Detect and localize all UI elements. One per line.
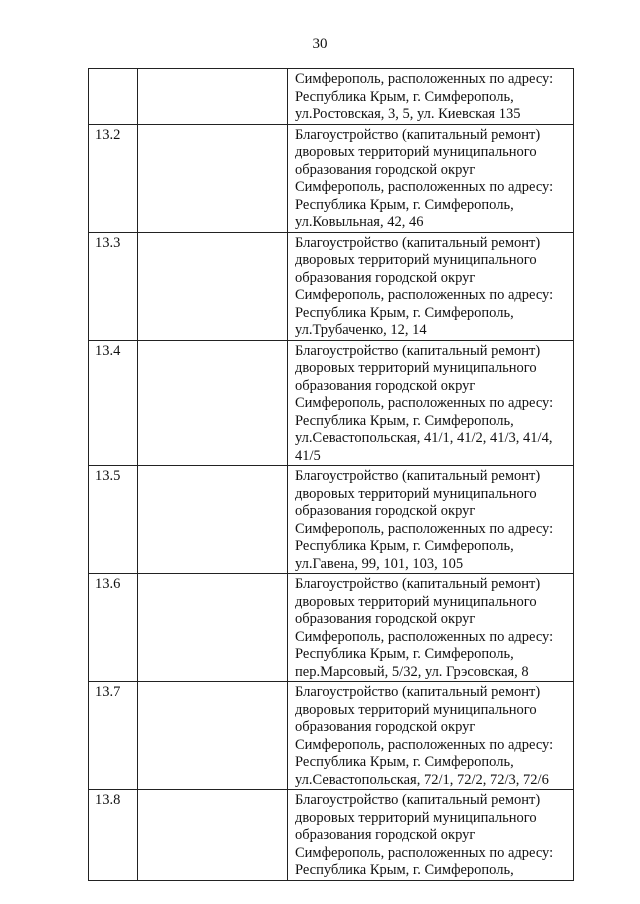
description-line: Симферополь, расположенных по адресу: bbox=[295, 520, 554, 537]
empty-cell bbox=[138, 69, 288, 125]
item-number-cell bbox=[89, 69, 138, 125]
description-line: Благоустройство (капитальный ремонт) bbox=[295, 234, 541, 251]
description-cell bbox=[288, 790, 574, 881]
description-line: дворовых территорий муниципального bbox=[295, 593, 537, 610]
description-line: пер.Марсовый, 5/32, ул. Грэсовская, 8 bbox=[295, 663, 529, 680]
description-line: дворовых территорий муниципального bbox=[295, 485, 537, 502]
description-cell bbox=[288, 124, 574, 232]
description-line: ул.Гавена, 99, 101, 103, 105 bbox=[295, 555, 464, 572]
description-line: ул.Трубаченко, 12, 14 bbox=[295, 322, 427, 338]
description-line: Республика Крым, г. Симферополь, bbox=[295, 754, 514, 770]
description-line: Благоустройство (капитальный ремонт) bbox=[295, 792, 541, 808]
description-line: Республика Крым, г. Симферополь, bbox=[295, 862, 514, 878]
description-line: образования городской округ bbox=[295, 161, 476, 178]
empty-cell bbox=[138, 124, 288, 232]
description-line: дворовых территорий муниципального bbox=[295, 144, 537, 160]
item-number-cell: 13.7 bbox=[89, 682, 138, 790]
empty-cell bbox=[138, 466, 288, 574]
description-line: образования городской округ bbox=[295, 719, 476, 735]
description-line: Симферополь, расположенных по адресу: bbox=[295, 179, 554, 195]
description-line: Симферополь, расположенных по адресу: bbox=[295, 736, 554, 753]
item-number-cell: 13.8 bbox=[89, 790, 138, 881]
description-line: Республика Крым, г. Симферополь, bbox=[295, 412, 514, 429]
description-line: Благоустройство (капитальный ремонт) bbox=[295, 576, 541, 592]
description-line: ул.Ковыльная, 42, 46 bbox=[295, 214, 424, 230]
description-line: Республика Крым, г. Симферополь, bbox=[295, 196, 514, 213]
empty-cell bbox=[138, 232, 288, 340]
empty-cell bbox=[138, 340, 288, 466]
description-line: ул.Севастопольская, 72/1, 72/2, 72/3, 72/6 bbox=[295, 771, 549, 788]
description-line: ул.Севастопольская, 41/1, 41/2, 41/3, 41/4, bbox=[295, 430, 553, 446]
table-row bbox=[89, 466, 574, 574]
description-line: Республика Крым, г. Симферополь, bbox=[295, 88, 514, 105]
description-line: Симферополь, расположенных по адресу: bbox=[295, 628, 554, 645]
table-body bbox=[89, 69, 574, 881]
item-number-cell: 13.6 bbox=[89, 574, 138, 682]
item-number-cell: 13.2 bbox=[89, 124, 138, 232]
table-row bbox=[89, 790, 574, 881]
description-line: дворовых территорий муниципального bbox=[295, 701, 537, 718]
description-line: образования городской округ bbox=[295, 611, 476, 627]
item-number-cell: 13.5 bbox=[89, 466, 138, 574]
item-number-cell: 13.4 bbox=[89, 340, 138, 466]
empty-cell bbox=[138, 682, 288, 790]
description-line: образования городской округ bbox=[295, 269, 476, 286]
description-cell bbox=[288, 682, 574, 790]
description-line: дворовых территорий муниципального bbox=[295, 252, 537, 268]
description-line: Республика Крым, г. Симферополь, bbox=[295, 646, 514, 662]
description-cell bbox=[288, 574, 574, 682]
table-row bbox=[89, 340, 574, 466]
table-row bbox=[89, 124, 574, 232]
description-line: Благоустройство (капитальный ремонт) bbox=[295, 126, 541, 143]
description-cell bbox=[288, 232, 574, 340]
description-line: ул.Ростовская, 3, 5, ул. Киевская 135 bbox=[295, 106, 521, 122]
description-cell bbox=[288, 466, 574, 574]
document-table bbox=[88, 68, 574, 881]
description-cell bbox=[288, 69, 574, 125]
empty-cell bbox=[138, 790, 288, 881]
page-number: 30 bbox=[312, 36, 328, 52]
description-line: Симферополь, расположенных по адресу: bbox=[295, 287, 554, 303]
table-row bbox=[89, 232, 574, 340]
description-line: Симферополь, расположенных по адресу: bbox=[295, 844, 554, 861]
description-line: Республика Крым, г. Симферополь, bbox=[295, 538, 514, 554]
description-line: Благоустройство (капитальный ремонт) bbox=[295, 342, 541, 359]
description-line: 41/5 bbox=[295, 447, 321, 464]
item-number-cell: 13.3 bbox=[89, 232, 138, 340]
description-line: дворовых территорий муниципального bbox=[295, 360, 537, 376]
empty-cell bbox=[138, 574, 288, 682]
table-row bbox=[89, 682, 574, 790]
table-row bbox=[89, 574, 574, 682]
description-line: Благоустройство (капитальный ремонт) bbox=[295, 684, 541, 700]
description-line: дворовых территорий муниципального bbox=[295, 809, 537, 826]
description-line: Благоустройство (капитальный ремонт) bbox=[295, 468, 541, 484]
description-line: Симферополь, расположенных по адресу: bbox=[295, 71, 554, 87]
description-line: образования городской округ bbox=[295, 827, 476, 843]
description-line: образования городской округ bbox=[295, 503, 476, 519]
description-cell bbox=[288, 340, 574, 466]
table-row bbox=[89, 69, 574, 125]
description-line: Симферополь, расположенных по адресу: bbox=[295, 395, 554, 411]
description-line: образования городской округ bbox=[295, 377, 476, 394]
description-line: Республика Крым, г. Симферополь, bbox=[295, 304, 514, 321]
